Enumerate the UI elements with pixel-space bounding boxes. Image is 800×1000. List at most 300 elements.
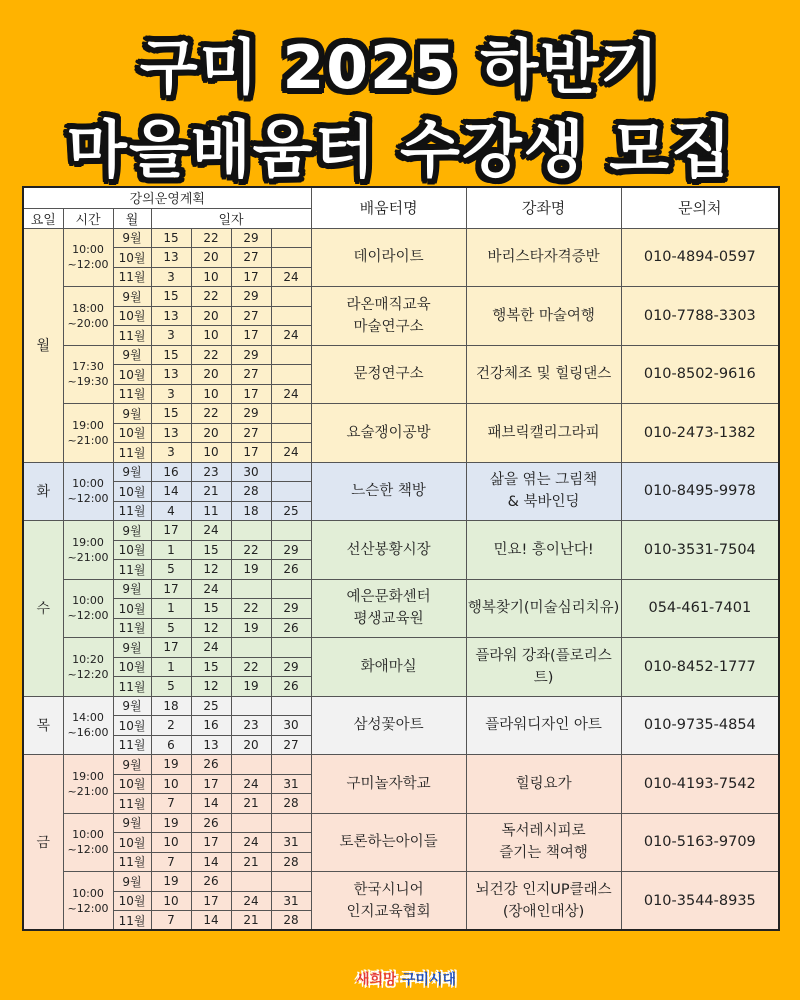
date-cell: 26 (271, 560, 311, 580)
date-cell (231, 521, 271, 541)
schedule-body (23, 228, 779, 930)
time-cell (63, 521, 113, 580)
date-cell: 29 (271, 657, 311, 677)
date-cell: 15 (151, 228, 191, 248)
month-header: 월 (113, 208, 151, 228)
date-cell: 26 (191, 755, 231, 775)
date-cell: 28 (271, 794, 311, 814)
date-cell: 2 (151, 716, 191, 736)
date-cell: 17 (191, 833, 231, 853)
time-cell (63, 345, 113, 404)
month-cell: 10월 (113, 891, 151, 911)
venue-line: 삼성꽃아트 (353, 717, 424, 734)
time-start: 19:00 (72, 535, 104, 549)
date-cell (231, 579, 271, 599)
venue-cell (311, 521, 466, 580)
venue-line: 느슨한 책방 (351, 483, 426, 500)
schedule-row (23, 228, 779, 248)
date-cell: 13 (151, 423, 191, 443)
date-cell: 24 (231, 774, 271, 794)
date-cell (271, 306, 311, 326)
logo-dot: · (396, 972, 402, 988)
course-cell (466, 404, 621, 463)
date-cell: 20 (231, 735, 271, 755)
venue-cell (311, 404, 466, 463)
date-cell (271, 813, 311, 833)
date-cell: 13 (151, 365, 191, 385)
time-cell (63, 696, 113, 755)
phone-cell: 010-8452-1777 (621, 638, 779, 697)
date-cell: 3 (151, 267, 191, 287)
date-cell: 7 (151, 794, 191, 814)
month-cell: 10월 (113, 774, 151, 794)
month-cell: 11월 (113, 735, 151, 755)
time-end: ~16:00 (67, 726, 109, 740)
date-cell: 30 (231, 462, 271, 482)
phone-cell: 010-8495-9978 (621, 462, 779, 521)
date-cell (271, 228, 311, 248)
date-cell: 7 (151, 911, 191, 931)
month-cell: 9월 (113, 872, 151, 892)
course-line: 건강체조 및 힐링댄스 (475, 366, 612, 383)
date-cell: 31 (271, 891, 311, 911)
date-cell: 27 (271, 735, 311, 755)
course-line: 행복찾기(미술심리치유) (467, 600, 620, 617)
date-cell: 11 (191, 501, 231, 521)
phone-cell: 010-9735-4854 (621, 696, 779, 755)
month-cell: 11월 (113, 618, 151, 638)
date-cell: 25 (271, 501, 311, 521)
date-cell: 26 (191, 872, 231, 892)
month-cell: 10월 (113, 657, 151, 677)
month-cell: 9월 (113, 638, 151, 658)
date-cell: 29 (271, 540, 311, 560)
date-cell: 25 (191, 696, 231, 716)
date-cell: 1 (151, 657, 191, 677)
venue-cell (311, 579, 466, 638)
date-cell: 27 (231, 423, 271, 443)
date-cell: 29 (231, 345, 271, 365)
date-cell: 27 (231, 365, 271, 385)
date-cell (271, 521, 311, 541)
course-line: 바리스타자격증반 (487, 249, 600, 266)
date-cell: 5 (151, 618, 191, 638)
date-cell: 19 (231, 618, 271, 638)
time-end: ~19:30 (67, 375, 109, 389)
time-start: 10:00 (72, 828, 104, 842)
time-cell (63, 404, 113, 463)
date-cell: 17 (151, 638, 191, 658)
date-cell: 5 (151, 677, 191, 697)
venue-cell (311, 872, 466, 931)
month-cell: 10월 (113, 599, 151, 619)
phone-cell: 010-4894-0597 (621, 228, 779, 287)
course-cell (466, 521, 621, 580)
time-end: ~21:00 (67, 550, 109, 564)
date-cell (271, 638, 311, 658)
course-line: 삶을 엮는 그림책 (489, 472, 598, 489)
day-cell: 월 (23, 228, 63, 462)
date-cell: 30 (271, 716, 311, 736)
date-cell: 3 (151, 326, 191, 346)
month-cell: 9월 (113, 813, 151, 833)
date-cell: 15 (191, 599, 231, 619)
date-cell: 23 (191, 462, 231, 482)
month-cell: 9월 (113, 404, 151, 424)
venue-line: 요술쟁이공방 (346, 424, 431, 441)
phone-cell: 010-3531-7504 (621, 521, 779, 580)
date-cell (271, 482, 311, 502)
time-start: 17:30 (72, 360, 104, 374)
date-cell: 17 (231, 326, 271, 346)
month-cell: 9월 (113, 696, 151, 716)
date-cell: 22 (191, 345, 231, 365)
time-end: ~12:20 (67, 667, 109, 681)
venue-line: 평생교육원 (353, 611, 424, 628)
time-start: 10:20 (72, 652, 104, 666)
venue-cell (311, 638, 466, 697)
venue-line: 라온매직교육 (346, 296, 431, 313)
date-cell: 10 (191, 267, 231, 287)
date-cell: 19 (151, 813, 191, 833)
date-cell: 24 (271, 384, 311, 404)
month-cell: 10월 (113, 833, 151, 853)
month-cell: 11월 (113, 326, 151, 346)
phone-cell: 010-4193-7542 (621, 755, 779, 814)
month-cell: 9월 (113, 462, 151, 482)
venue-line: 마술연구소 (353, 318, 424, 335)
month-cell: 11월 (113, 560, 151, 580)
course-line: 패브릭캘리그라피 (487, 424, 600, 441)
month-cell: 9월 (113, 287, 151, 307)
date-cell: 10 (191, 326, 231, 346)
date-cell (231, 872, 271, 892)
date-cell: 16 (191, 716, 231, 736)
course-line: 힐링요가 (515, 775, 572, 792)
course-line: 민요! 흥이난다! (493, 541, 594, 558)
date-cell: 29 (231, 404, 271, 424)
venue-cell (311, 755, 466, 814)
date-cell (271, 404, 311, 424)
time-start: 14:00 (72, 711, 104, 725)
month-cell: 11월 (113, 443, 151, 463)
date-cell: 17 (191, 891, 231, 911)
course-line: 뇌건강 인지UP클래스 (475, 881, 612, 898)
venue-cell (311, 462, 466, 521)
date-cell: 27 (231, 248, 271, 268)
contact-header: 문의처 (621, 187, 779, 228)
phone-cell: 010-7788-3303 (621, 287, 779, 346)
date-cell: 19 (151, 872, 191, 892)
date-cell: 17 (191, 774, 231, 794)
time-cell (63, 872, 113, 931)
venue-line: 예은문화센터 (346, 589, 431, 606)
date-cell (271, 248, 311, 268)
date-cell: 12 (191, 677, 231, 697)
date-cell: 24 (271, 326, 311, 346)
date-cell: 15 (151, 404, 191, 424)
logo-text-2: 구미시대 (401, 972, 456, 988)
venue-cell (311, 345, 466, 404)
schedule-row (23, 287, 779, 307)
date-cell: 23 (231, 716, 271, 736)
course-cell (466, 872, 621, 931)
course-header: 강좌명 (466, 187, 621, 228)
date-cell: 24 (191, 579, 231, 599)
time-end: ~12:00 (67, 609, 109, 623)
day-header: 요일 (23, 208, 63, 228)
date-cell: 27 (231, 306, 271, 326)
date-cell: 28 (271, 852, 311, 872)
date-cell (231, 696, 271, 716)
date-cell: 24 (231, 891, 271, 911)
date-cell: 24 (231, 833, 271, 853)
month-cell: 11월 (113, 267, 151, 287)
date-cell: 28 (271, 911, 311, 931)
month-cell: 11월 (113, 794, 151, 814)
course-cell (466, 345, 621, 404)
month-cell: 9월 (113, 579, 151, 599)
date-cell (271, 462, 311, 482)
month-cell: 11월 (113, 911, 151, 931)
course-line: & 북바인딩 (507, 494, 580, 511)
date-cell: 13 (191, 735, 231, 755)
phone-cell: 010-2473-1382 (621, 404, 779, 463)
venue-cell (311, 228, 466, 287)
date-cell: 22 (191, 404, 231, 424)
venue-cell (311, 696, 466, 755)
date-cell (271, 872, 311, 892)
date-cell: 14 (191, 852, 231, 872)
date-cell: 29 (231, 287, 271, 307)
logo-text-1: 새희망 (355, 972, 397, 988)
date-cell: 29 (271, 599, 311, 619)
month-cell: 10월 (113, 482, 151, 502)
venue-line: 선산봉황시장 (346, 541, 431, 558)
date-cell: 3 (151, 384, 191, 404)
date-cell: 6 (151, 735, 191, 755)
month-cell: 9월 (113, 755, 151, 775)
venue-line: 데이라이트 (353, 249, 424, 266)
course-cell (466, 638, 621, 697)
month-cell: 9월 (113, 345, 151, 365)
course-cell (466, 287, 621, 346)
date-cell (231, 755, 271, 775)
date-cell: 17 (151, 579, 191, 599)
date-cell: 17 (151, 521, 191, 541)
schedule-row (23, 521, 779, 541)
month-cell: 10월 (113, 716, 151, 736)
schedule-row (23, 404, 779, 424)
date-cell: 22 (231, 599, 271, 619)
date-cell: 21 (231, 911, 271, 931)
time-cell (63, 579, 113, 638)
date-cell: 12 (191, 560, 231, 580)
date-cell (231, 813, 271, 833)
date-cell: 26 (271, 677, 311, 697)
venue-line: 화애마실 (360, 658, 417, 675)
course-cell (466, 696, 621, 755)
date-cell (271, 345, 311, 365)
date-cell: 13 (151, 306, 191, 326)
venue-line: 인지교육협회 (346, 903, 431, 920)
date-cell: 16 (151, 462, 191, 482)
date-cell: 31 (271, 774, 311, 794)
date-cell: 20 (191, 306, 231, 326)
month-cell: 10월 (113, 365, 151, 385)
time-cell (63, 813, 113, 872)
month-cell: 10월 (113, 306, 151, 326)
date-cell: 21 (191, 482, 231, 502)
schedule-table (22, 186, 780, 931)
dates-header: 일자 (151, 208, 311, 228)
date-cell: 22 (231, 540, 271, 560)
date-cell: 18 (151, 696, 191, 716)
date-cell: 24 (271, 267, 311, 287)
date-cell: 15 (151, 345, 191, 365)
venue-line: 문정연구소 (353, 366, 424, 383)
phone-cell: 010-5163-9709 (621, 813, 779, 872)
month-cell: 9월 (113, 521, 151, 541)
date-cell: 14 (191, 794, 231, 814)
course-line: 독서레시피로 (501, 823, 586, 840)
date-cell: 10 (151, 774, 191, 794)
date-cell: 24 (191, 521, 231, 541)
date-cell (231, 638, 271, 658)
date-cell: 17 (231, 267, 271, 287)
schedule-row (23, 638, 779, 658)
date-cell: 29 (231, 228, 271, 248)
venue-cell (311, 813, 466, 872)
date-cell (271, 579, 311, 599)
time-start: 10:00 (72, 477, 104, 491)
phone-cell: 010-3544-8935 (621, 872, 779, 931)
date-cell (271, 696, 311, 716)
date-cell: 22 (231, 657, 271, 677)
venue-line: 토론하는아이들 (339, 834, 438, 851)
time-start: 10:00 (72, 886, 104, 900)
time-end: ~12:00 (67, 901, 109, 915)
date-cell: 19 (151, 755, 191, 775)
month-cell: 11월 (113, 384, 151, 404)
date-cell: 12 (191, 618, 231, 638)
date-cell: 15 (191, 540, 231, 560)
time-end: ~12:00 (67, 258, 109, 272)
schedule-row (23, 696, 779, 716)
date-cell: 10 (151, 833, 191, 853)
time-end: ~21:00 (67, 784, 109, 798)
time-header: 시간 (63, 208, 113, 228)
date-cell: 21 (231, 852, 271, 872)
course-cell (466, 813, 621, 872)
venue-line: 한국시니어 (353, 881, 424, 898)
time-start: 10:00 (72, 243, 104, 257)
month-cell: 11월 (113, 852, 151, 872)
course-cell (466, 228, 621, 287)
time-end: ~20:00 (67, 316, 109, 330)
course-line: (장애인대상) (502, 903, 585, 920)
date-cell: 10 (191, 443, 231, 463)
time-end: ~12:00 (67, 843, 109, 857)
logo (336, 968, 476, 992)
schedule-row (23, 579, 779, 599)
time-cell (63, 287, 113, 346)
date-cell: 20 (191, 423, 231, 443)
date-cell: 3 (151, 443, 191, 463)
date-cell: 10 (151, 891, 191, 911)
date-cell: 20 (191, 365, 231, 385)
month-cell: 11월 (113, 501, 151, 521)
course-line: 행복한 마술여행 (492, 307, 595, 324)
page-title-line2: 마을배움터 수강생 모집 (66, 113, 734, 186)
date-cell: 17 (231, 443, 271, 463)
time-start: 19:00 (72, 418, 104, 432)
date-cell: 28 (231, 482, 271, 502)
course-cell (466, 579, 621, 638)
date-cell: 1 (151, 540, 191, 560)
time-cell (63, 638, 113, 697)
date-cell (271, 365, 311, 385)
month-cell: 9월 (113, 228, 151, 248)
date-cell: 4 (151, 501, 191, 521)
schedule-row (23, 872, 779, 892)
date-cell: 24 (191, 638, 231, 658)
header-row-top (23, 187, 779, 208)
time-end: ~21:00 (67, 433, 109, 447)
month-cell: 10월 (113, 248, 151, 268)
date-cell: 7 (151, 852, 191, 872)
schedule-row (23, 345, 779, 365)
schedule-row (23, 462, 779, 482)
day-cell: 목 (23, 696, 63, 755)
date-cell: 5 (151, 560, 191, 580)
date-cell: 26 (191, 813, 231, 833)
venue-line: 구미놀자학교 (346, 775, 431, 792)
time-end: ~12:00 (67, 492, 109, 506)
course-cell (466, 462, 621, 521)
date-cell: 20 (191, 248, 231, 268)
date-cell: 19 (231, 560, 271, 580)
date-cell: 18 (231, 501, 271, 521)
course-line: 플라워 강좌(플로리스트) (475, 647, 612, 686)
date-cell (271, 423, 311, 443)
date-cell: 14 (151, 482, 191, 502)
date-cell (271, 287, 311, 307)
schedule-row (23, 755, 779, 775)
time-cell (63, 462, 113, 521)
phone-cell: 010-8502-9616 (621, 345, 779, 404)
time-cell (63, 228, 113, 287)
month-cell: 11월 (113, 677, 151, 697)
venue-cell (311, 287, 466, 346)
page-title-line1: 구미 2025 하반기 (139, 33, 661, 103)
day-cell: 화 (23, 462, 63, 521)
course-line: 플라워디자인 아트 (485, 717, 602, 734)
phone-cell: 054-461-7401 (621, 579, 779, 638)
date-cell: 31 (271, 833, 311, 853)
month-cell: 10월 (113, 423, 151, 443)
venue-header: 배움터명 (311, 187, 466, 228)
time-start: 18:00 (72, 301, 104, 315)
time-cell (63, 755, 113, 814)
course-line: 즐기는 책여행 (499, 845, 588, 862)
course-cell (466, 755, 621, 814)
date-cell: 15 (191, 657, 231, 677)
day-cell: 수 (23, 521, 63, 697)
date-cell: 19 (231, 677, 271, 697)
schedule-row (23, 813, 779, 833)
date-cell: 13 (151, 248, 191, 268)
